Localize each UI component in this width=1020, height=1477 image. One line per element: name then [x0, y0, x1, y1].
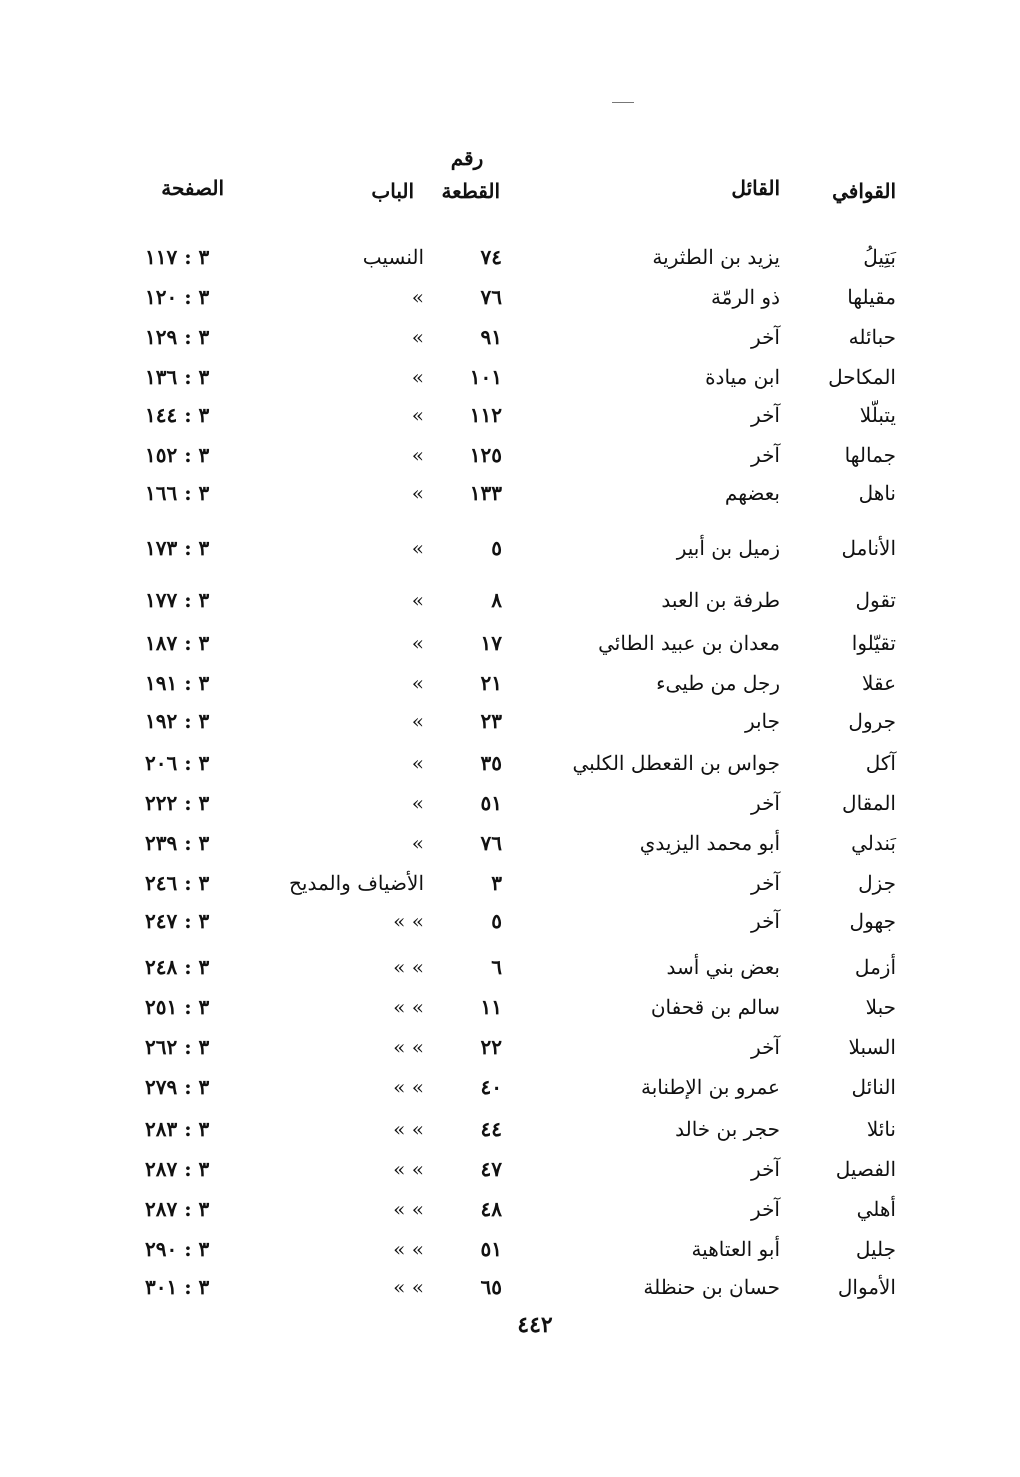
speaker-cell: آخر [751, 791, 780, 815]
chapter-cell: » » [393, 1197, 424, 1221]
rhyme-cell: ناهل [858, 481, 896, 505]
chapter-cell: » » [393, 1117, 424, 1141]
chapter-cell: » [411, 325, 424, 349]
speaker-cell: عمرو بن الإطنابة [641, 1075, 780, 1099]
chapter-cell: » [411, 709, 424, 733]
rhyme-cell: جرول [848, 709, 896, 733]
header-piece: القطعة [441, 179, 500, 203]
speaker-cell: حجر بن خالد [675, 1117, 780, 1141]
chapter-cell: » » [393, 1075, 424, 1099]
speaker-cell: أبو العتاهية [691, 1237, 780, 1261]
page-ref-cell: ٣ : ٢٩٠ [145, 1237, 210, 1261]
page-ref-cell: ٣ : ٢٨٣ [145, 1117, 210, 1141]
page-ref-cell: ٣ : ٢٨٧ [145, 1197, 210, 1221]
speaker-cell: سالم بن قحفان [650, 995, 780, 1019]
speaker-cell: يزيد بن الطثرية [652, 245, 780, 269]
speaker-cell: جواس بن القعطل الكلبي [572, 751, 780, 775]
chapter-cell: » [411, 403, 424, 427]
header-speaker: القائل [731, 176, 780, 200]
piece-number-cell: ٧٤ [480, 245, 502, 269]
speaker-cell: بعض بني أسد [666, 955, 780, 979]
piece-number-cell: ١٠١ [469, 365, 502, 389]
piece-number-cell: ٢٣ [480, 709, 502, 733]
page-ref-cell: ٣ : ١٧٣ [145, 536, 210, 560]
table-row [0, 242, 1020, 276]
piece-number-cell: ١٣٣ [469, 481, 502, 505]
chapter-cell: » » [393, 955, 424, 979]
table-row [0, 1234, 1020, 1268]
chapter-cell: » » [393, 1035, 424, 1059]
table-row [0, 533, 1020, 567]
rhyme-cell: النائل [851, 1075, 896, 1099]
page-ref-cell: ٣ : ١٢٩ [145, 325, 210, 349]
speaker-cell: ذو الرمّة [710, 285, 780, 309]
table-row [0, 400, 1020, 434]
table-row [0, 828, 1020, 862]
table-row [0, 1272, 1020, 1306]
page-ref-cell: ٣ : ٢٠٦ [145, 751, 210, 775]
chapter-cell: » [411, 671, 424, 695]
piece-number-cell: ٧٦ [480, 285, 502, 309]
chapter-cell: » [411, 481, 424, 505]
speaker-cell: آخر [751, 871, 780, 895]
speaker-cell: آخر [751, 1197, 780, 1221]
rhyme-cell: جهول [849, 909, 896, 933]
chapter-cell: » [411, 536, 424, 560]
piece-number-cell: ٣٥ [480, 751, 502, 775]
piece-number-cell: ٦٥ [480, 1275, 502, 1299]
rhyme-cell: المكاحل [828, 365, 896, 389]
table-row [0, 322, 1020, 356]
chapter-cell: » [411, 285, 424, 309]
page-ref-cell: ٣ : ١٩١ [145, 671, 210, 695]
piece-number-cell: ١١٢ [469, 403, 502, 427]
piece-number-cell: ٥ [491, 536, 502, 560]
speaker-cell: أبو محمد اليزيدي [639, 831, 780, 855]
chapter-cell: الأضياف والمديح [288, 871, 424, 895]
table-row [0, 868, 1020, 902]
table-row [0, 628, 1020, 662]
speaker-cell: طرفة بن العبد [661, 588, 780, 612]
piece-number-cell: ٢١ [480, 671, 502, 695]
piece-number-cell: ١٢٥ [469, 443, 502, 467]
chapter-cell: » [411, 365, 424, 389]
rhyme-cell: آكل [865, 751, 896, 775]
piece-number-cell: ٩١ [480, 325, 502, 349]
piece-number-cell: ١١ [480, 995, 502, 1019]
rhyme-cell: نائلا [866, 1117, 896, 1141]
chapter-cell: » [411, 791, 424, 815]
chapter-cell: » [411, 831, 424, 855]
speaker-cell: جابر [744, 709, 780, 733]
piece-number-cell: ٦ [491, 955, 502, 979]
page-ref-cell: ٣ : ١٩٢ [145, 709, 210, 733]
chapter-cell: النسيب [362, 245, 424, 269]
rhyme-cell: السبلا [848, 1035, 896, 1059]
piece-number-cell: ٢٢ [480, 1035, 502, 1059]
piece-number-cell: ٤٧ [480, 1157, 502, 1181]
rhyme-cell: المقال [842, 791, 896, 815]
rhyme-cell: الأنامل [841, 536, 896, 560]
speaker-cell: رجل من طيىء [656, 671, 780, 695]
speaker-cell: آخر [751, 1035, 780, 1059]
page-ref-cell: ٣ : ٢٣٩ [145, 831, 210, 855]
header-page: الصفحة [161, 176, 224, 200]
speaker-cell: حسان بن حنظلة [643, 1275, 780, 1299]
table-row [0, 992, 1020, 1026]
rhyme-cell: أزمل [854, 955, 896, 979]
page-ref-cell: ٣ : ٢٧٩ [145, 1075, 210, 1099]
rhyme-cell: يتبلّلا [859, 403, 896, 427]
table-row [0, 478, 1020, 512]
piece-number-cell: ٧٦ [480, 831, 502, 855]
table-row [0, 706, 1020, 740]
page-ref-cell: ٣ : ١٢٠ [145, 285, 210, 309]
header-rhymes: القوافي [832, 179, 896, 203]
chapter-cell: » [411, 443, 424, 467]
piece-number-cell: ٤٨ [480, 1197, 502, 1221]
rhyme-cell: جزل [858, 871, 896, 895]
piece-number-cell: ٤٠ [480, 1075, 502, 1099]
table-row [0, 906, 1020, 940]
page-ref-cell: ٣ : ١٤٤ [145, 403, 210, 427]
chapter-cell: » » [393, 995, 424, 1019]
rhyme-cell: حبائله [848, 325, 896, 349]
table-row [0, 668, 1020, 702]
table-row [0, 1154, 1020, 1188]
piece-number-cell: ٥١ [480, 1237, 502, 1261]
piece-number-cell: ٥١ [480, 791, 502, 815]
speaker-cell: بعضهم [724, 481, 780, 505]
rhyme-cell: مقيلها [847, 285, 896, 309]
page-ref-cell: ٣ : ٢٤٨ [145, 955, 210, 979]
table-row [0, 1194, 1020, 1228]
speaker-cell: آخر [751, 443, 780, 467]
speaker-cell: معدان بن عبيد الطائي [598, 631, 780, 655]
page-ref-cell: ٣ : ١١٧ [145, 245, 210, 269]
page-ref-cell: ٣ : ٢٢٢ [145, 791, 210, 815]
table-row [0, 1032, 1020, 1066]
page-ref-cell: ٣ : ١٨٧ [145, 631, 210, 655]
rhyme-cell: حبلا [865, 995, 896, 1019]
rhyme-cell: عقلا [862, 671, 896, 695]
rhyme-cell: بَتِيلُ [863, 245, 896, 269]
chapter-cell: » [411, 751, 424, 775]
table-row [0, 1114, 1020, 1148]
page-ref-cell: ٣ : ٢٦٢ [145, 1035, 210, 1059]
page-ref-cell: ٣ : ١٦٦ [145, 481, 210, 505]
speaker-cell: آخر [751, 403, 780, 427]
piece-number-cell: ٥ [491, 909, 502, 933]
page-ref-cell: ٣ : ٢٤٦ [145, 871, 210, 895]
table-row [0, 585, 1020, 619]
piece-number-cell: ٣ [491, 871, 502, 895]
page-ref-cell: ٣ : ٢٨٧ [145, 1157, 210, 1181]
page-number: ٤٤٢ [517, 1312, 553, 1338]
page-ref-cell: ٣ : ٢٥١ [145, 995, 210, 1019]
chapter-cell: » » [393, 909, 424, 933]
speaker-cell: زميل بن أبير [676, 536, 780, 560]
chapter-cell: » » [393, 1275, 424, 1299]
page-ref-cell: ٣ : ١٣٦ [145, 365, 210, 389]
rhyme-cell: بَندلي [851, 831, 896, 855]
rhyme-cell: الفصيل [835, 1157, 896, 1181]
speaker-cell: آخر [751, 1157, 780, 1181]
table-row [0, 952, 1020, 986]
page-ref-cell: ٣ : ١٧٧ [145, 588, 210, 612]
rhyme-cell: تقيّلوا [851, 631, 896, 655]
speaker-cell: آخر [751, 325, 780, 349]
table-row [0, 362, 1020, 396]
header-chapter: الباب [371, 179, 414, 203]
speaker-cell: ابن ميادة [705, 365, 780, 389]
chapter-cell: » » [393, 1157, 424, 1181]
table-row [0, 282, 1020, 316]
header-number: رقم [450, 146, 484, 170]
chapter-cell: » [411, 588, 424, 612]
table-row [0, 748, 1020, 782]
rhyme-cell: الأموال [837, 1275, 896, 1299]
rhyme-cell: جليل [855, 1237, 896, 1261]
piece-number-cell: ٤٤ [480, 1117, 502, 1141]
page-ref-cell: ٣ : ٢٤٧ [145, 909, 210, 933]
chapter-cell: » » [393, 1237, 424, 1261]
rhyme-cell: أهلي [856, 1197, 896, 1221]
page-ref-cell: ٣ : ١٥٢ [145, 443, 210, 467]
rhyme-cell: جمالها [844, 443, 896, 467]
rhyme-cell: تقول [855, 588, 896, 612]
table-row [0, 440, 1020, 474]
piece-number-cell: ١٧ [480, 631, 502, 655]
table-row [0, 788, 1020, 822]
speaker-cell: آخر [751, 909, 780, 933]
table-row [0, 1072, 1020, 1106]
chapter-cell: » [411, 631, 424, 655]
page-ref-cell: ٣ : ٣٠١ [145, 1275, 210, 1299]
piece-number-cell: ٨ [491, 588, 502, 612]
